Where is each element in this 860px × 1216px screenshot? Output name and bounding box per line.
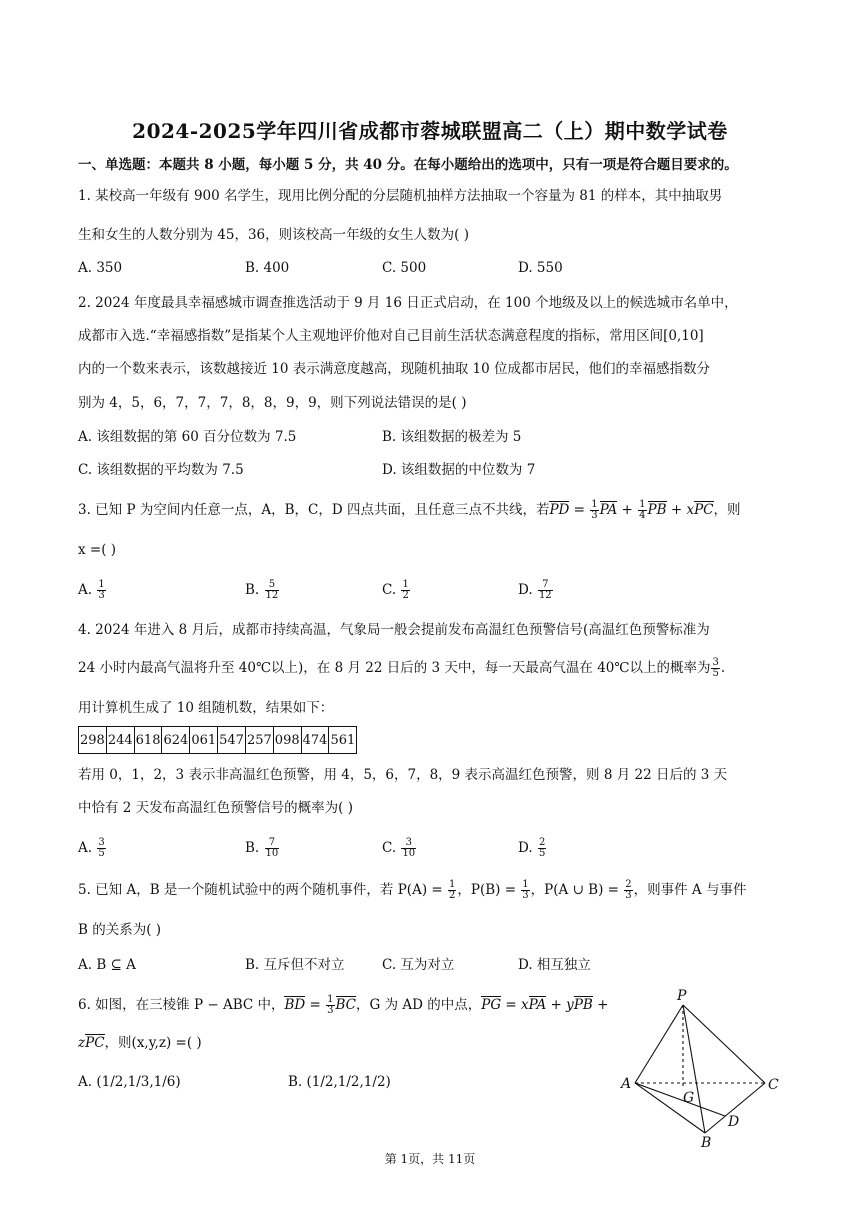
q2-line4: 别为 4，5，6，7，7，7，8，8，9，9，则下列说法错误的是( ) xyxy=(78,395,467,411)
q4-line2: 24 小时内最高气温将升至 40℃以上)，在 8 月 22 日后的 3 天中，每一天最高气温在 40℃以上的概率为 $\frac{3}{5}$ . xyxy=(78,657,726,679)
q3-suffix: ，则 xyxy=(713,502,741,518)
fraction: $\frac{1}{3}$ xyxy=(98,579,105,601)
option-label: D. xyxy=(518,840,533,856)
q4-line2-text: 24 小时内最高气温将升至 40℃以上)，在 8 月 22 日后的 3 天中，每一天最高气温在 40℃以上的概率为 xyxy=(78,660,711,676)
fraction: $\frac{1}{2}$ xyxy=(402,579,409,601)
fraction: $\frac{2}{5}$ xyxy=(538,837,546,859)
q3-option-d xyxy=(518,580,554,601)
vector-pa: PA xyxy=(599,502,618,518)
q5-option-d: D. 相互独立 xyxy=(518,957,591,973)
q4-line3: 用计算机生成了 10 组随机数，结果如下： xyxy=(78,700,334,716)
label-a: A xyxy=(621,1076,632,1092)
random-number-table xyxy=(78,726,357,754)
option-label: B. xyxy=(245,582,260,598)
q1-option-a: A. 350 xyxy=(78,260,123,276)
table-cell: 618 xyxy=(134,727,162,754)
vector-pb: PB xyxy=(573,997,593,1013)
fraction: $\frac{7}{12}$ xyxy=(538,579,552,601)
q2-option-b: B. 该组数据的极差为 5 xyxy=(382,429,522,445)
q2-option-d: D. 该组数据的中位数为 7 xyxy=(382,462,536,478)
q3-prefix: 3. 已知 P 为空间内任意一点，A，B，C，D 四点共面，且任意三点不共线，若 xyxy=(78,502,550,518)
q3-line2: x =( ) xyxy=(78,542,117,558)
table-cell: 561 xyxy=(329,727,357,754)
page-footer: 第 1页，共 11页 xyxy=(384,1152,476,1166)
vector-pc: PC xyxy=(85,1035,105,1051)
table-cell: 098 xyxy=(273,727,301,754)
label-g: G xyxy=(683,1090,695,1106)
q3-option-b xyxy=(245,580,280,601)
q5-text-b: ，P(B) = xyxy=(457,882,516,898)
q5-option-b: B. 互斥但不对立 xyxy=(245,957,345,973)
q2-line1: 2. 2024 年度最具幸福感城市调查推选活动于 9 月 16 日正式启动，在 100 个地级及以上的候选城市名单中， xyxy=(78,295,738,311)
vector-pb: PB xyxy=(647,502,667,518)
option-label: A. xyxy=(78,840,93,856)
q3-line1: 3. 已知 P 为空间内任意一点，A，B，C，D 四点共面，且任意三点不共线，若PD = $\frac{1}{3}$ PA + $\frac{1}{4}$ PB + xPC，则 xyxy=(78,499,741,521)
table-row xyxy=(79,727,357,754)
q1-line1: 1. 某校高一年级有 900 名学生，现用比例分配的分层随机抽样方法抽取一个容量为 81 的样本，其中抽取男 xyxy=(78,188,723,204)
q4-line4: 若用 0，1，2，3 表示非高温红色预警，用 4，5，6，7，8，9 表示高温红色预警，则 8 月 22 日后的 3 天 xyxy=(78,767,728,783)
q1-option-d: D. 550 xyxy=(518,260,563,276)
edge-ab xyxy=(635,1083,705,1133)
q6-line2: zPC，则(x,y,z) =( ) xyxy=(78,1035,202,1051)
label-p: P xyxy=(677,988,687,1004)
q2-line3: 内的一个数来表示，该数越接近 10 表示满意度越高，现随机抽取 10 位成都市居民，他们的幸福感指数分 xyxy=(78,361,711,377)
q5-text-c: ，P(A ∪ B) = xyxy=(530,882,619,898)
q6-option-a: A. (1/2,1/3,1/6) xyxy=(78,1074,181,1090)
q4-line1: 4. 2024 年进入 8 月后，成都市持续高温，气象局一般会提前发布高温红色预警信号(高温红色预警标准为 xyxy=(78,622,710,638)
table-cell: 061 xyxy=(190,727,218,754)
option-label: C. xyxy=(382,840,397,856)
table-cell: 624 xyxy=(162,727,190,754)
q5-option-c: C. 互为对立 xyxy=(382,957,455,973)
fraction: $\frac{1}{4}$ xyxy=(639,499,646,521)
fraction: $\frac{1}{3}$ xyxy=(591,499,598,521)
edge-pc xyxy=(683,1005,765,1083)
segment-ad xyxy=(635,1083,725,1116)
fraction: $\frac{3}{10}$ xyxy=(402,837,416,859)
label-b: B xyxy=(701,1135,712,1150)
q5-line1 xyxy=(78,880,746,901)
q4-option-d xyxy=(518,838,547,859)
q4-option-c xyxy=(382,838,417,859)
fraction: $\frac{3}{5}$ xyxy=(98,837,105,859)
q6-text-c: ，则(x,y,z) =( ) xyxy=(104,1035,202,1051)
q2-option-c: C. 该组数据的平均数为 7.5 xyxy=(78,462,244,478)
table-cell: 547 xyxy=(218,727,246,754)
table-cell: 474 xyxy=(301,727,329,754)
section-heading: 一、单选题：本题共 8 小题，每小题 5 分，共 40 分。在每小题给出的选项中，只有一项是符合题目要求的。 xyxy=(78,157,738,173)
option-label: C. xyxy=(382,582,397,598)
q3-option-c xyxy=(382,580,411,601)
edge-pa xyxy=(635,1005,683,1083)
option-label: D. xyxy=(518,582,533,598)
q5-text-d: ，则事件 A 与事件 xyxy=(633,882,747,898)
fraction: $\frac{1}{2}$ xyxy=(448,879,456,901)
q6-text-a: 6. 如图，在三棱锥 P − ABC 中， xyxy=(78,997,285,1013)
q1-option-c: C. 500 xyxy=(382,260,427,276)
fraction: $\frac{5}{12}$ xyxy=(265,579,279,601)
vector-pc: PC xyxy=(694,502,714,518)
vector-pd: PD xyxy=(549,502,570,518)
q4-line5: 中恰有 2 天发布高温红色预警信号的概率为( ) xyxy=(78,800,353,816)
pyramid-figure xyxy=(615,985,785,1150)
q6-option-b: B. (1/2,1/2,1/2) xyxy=(288,1074,391,1090)
q4-option-a xyxy=(78,838,107,859)
vector-pa: PA xyxy=(528,997,547,1013)
q3-option-a xyxy=(78,580,107,601)
label-d: D xyxy=(728,1114,740,1130)
q5-option-a: A. B ⊆ A xyxy=(78,957,136,973)
q5-line2: B 的关系为( ) xyxy=(78,922,162,938)
q6-line1: 6. 如图，在三棱锥 P − ABC 中，BD = $\frac{1}{3}$ BC，G 为 AD 的中点，PG = xPA + yPB + xyxy=(78,994,609,1016)
label-c: C xyxy=(768,1077,779,1093)
fraction: $\frac{1}{3}$ xyxy=(327,994,334,1016)
table-cell: 257 xyxy=(245,727,273,754)
vector-pg: PG xyxy=(481,997,502,1013)
vector-bd: BD xyxy=(284,997,306,1013)
q2-option-a: A. 该组数据的第 60 百分位数为 7.5 xyxy=(78,429,297,445)
fraction: $\frac{7}{10}$ xyxy=(265,837,279,859)
q5-text-a: 5. 已知 A，B 是一个随机试验中的两个随机事件，若 P(A) = xyxy=(78,882,443,898)
q4-option-b xyxy=(245,838,280,859)
table-cell: 298 xyxy=(79,727,107,754)
q2-line2: 成都市入选.“幸福感指数”是指某个人主观地评价他对自己目前生活状态满意程度的指标，常用区间[0,10] xyxy=(78,328,704,344)
fraction: $\frac{2}{3}$ xyxy=(625,879,632,901)
page-title: 2024-2025学年四川省成都市蓉城联盟高二（上）期中数学试卷 xyxy=(132,119,728,143)
q1-line2: 生和女生的人数分别为 45，36，则该校高一年级的女生人数为( ) xyxy=(78,227,469,243)
table-cell: 244 xyxy=(106,727,134,754)
q6-text-b: ，G 为 AD 的中点， xyxy=(356,997,482,1013)
option-label: B. xyxy=(245,840,260,856)
option-label: A. xyxy=(78,582,93,598)
vector-bc: BC xyxy=(335,997,357,1013)
edge-pb xyxy=(683,1005,705,1133)
q1-option-b: B. 400 xyxy=(245,260,290,276)
fraction: $\frac{3}{5}$ xyxy=(712,657,719,679)
fraction: $\frac{1}{3}$ xyxy=(522,879,529,901)
